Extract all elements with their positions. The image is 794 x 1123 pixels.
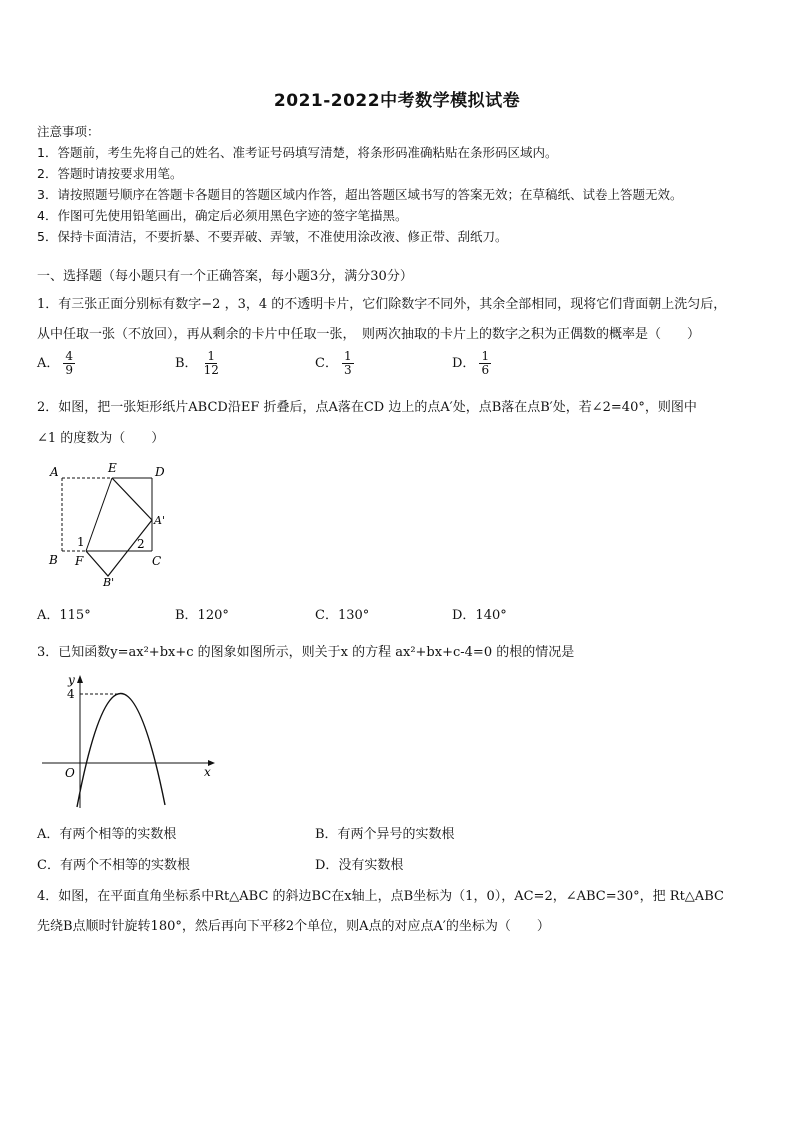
folded-flap (86, 478, 152, 576)
q2-option-c[interactable]: C．130° (315, 608, 370, 623)
y-axis-label: y (68, 673, 75, 687)
denominator: 9 (65, 363, 74, 377)
q1-option-b[interactable] (175, 350, 221, 377)
fraction (342, 350, 354, 377)
numerator: 1 (481, 349, 490, 363)
fraction (202, 350, 221, 377)
label-B-prime: B' (103, 576, 115, 588)
denominator: 12 (203, 363, 219, 377)
q4-stem-line2: 先绕B点顺时针旋转180°，然后再向下平移2个单位，则A点的对应点A′的坐标为（ ） (37, 919, 550, 934)
max-value-label: 4 (67, 687, 75, 701)
q2-option-d[interactable]: D．140° (452, 608, 507, 623)
q3-option-b[interactable]: B．有两个异号的实数根 (315, 827, 455, 842)
denominator: 6 (481, 363, 490, 377)
q2-stem-line1: 2．如图，把一张矩形纸片ABCD沿EF 折叠后，点A落在CD 边上的点A′处，点B落在点B′处，若∠2=40°，则图中 (37, 400, 697, 415)
q3-option-d[interactable]: D．没有实数根 (315, 858, 404, 873)
label-A-prime: A' (154, 514, 165, 527)
q1-option-c[interactable] (315, 350, 354, 377)
notice-item-4: 4．作图可先使用铅笔画出，确定后必须用黑色字迹的签字笔描黑。 (37, 208, 408, 223)
section-heading: 一、选择题（每小题只有一个正确答案，每小题3分，满分30分） (37, 269, 413, 284)
fraction (479, 350, 491, 377)
q4-stem-line1: 4．如图，在平面直角坐标系中Rt△ABC 的斜边BC在x轴上，点B坐标为（1，0），AC=2，∠ABC=30°，把 Rt△ABC (37, 889, 724, 904)
page-title: 2021-2022中考数学模拟试卷 (273, 91, 521, 111)
q3-option-a[interactable]: A．有两个相等的实数根 (37, 827, 177, 842)
q2-stem-line2: ∠1 的度数为（ ） (37, 431, 165, 446)
notice-item-5: 5．保持卡面清洁，不要折暴、不要弄破、弄皱，不准使用涂改液、修正带、刮纸刀。 (37, 229, 508, 244)
numerator: 1 (343, 349, 352, 363)
notice-item-3: 3．请按照题号顺序在答题卡各题目的答题区域内作答，超出答题区域书写的答案无效；在草稿纸、试卷上答题无效。 (37, 187, 683, 202)
option-label: A． (37, 356, 60, 371)
notice-item-2: 2．答题时请按要求用笔。 (37, 166, 183, 181)
option-label: C． (315, 356, 338, 371)
q1-stem-line1: 1．有三张正面分别标有数字−2 ，3，4 的不透明卡片，它们除数字不同外，其余全部相同，现将它们背面朝上洗匀后， (37, 297, 727, 312)
q3-option-c[interactable]: C．有两个不相等的实数根 (37, 858, 190, 873)
denominator: 3 (343, 363, 352, 377)
q2-option-a[interactable]: A．115° (37, 608, 91, 623)
numerator: 1 (207, 349, 216, 363)
label-B: B (49, 553, 58, 567)
label-C: C (152, 554, 162, 568)
parabola-curve (77, 693, 165, 807)
label-E: E (108, 461, 117, 475)
origin-label: O (65, 766, 75, 780)
q2-fold-figure (40, 458, 180, 588)
label-F: F (75, 554, 84, 568)
y-axis-arrow (77, 675, 83, 683)
option-label: B． (175, 356, 198, 371)
q1-option-a[interactable] (37, 350, 75, 377)
label-D: D (155, 465, 165, 479)
q2-option-b[interactable]: B．120° (175, 608, 229, 623)
numerator: 4 (65, 349, 74, 363)
notice-item-1: 1．答题前，考生先将自己的姓名、准考证号码填写清楚，将条形码准确粘贴在条形码区域内。 (37, 145, 558, 160)
angle-2-label: 2 (137, 537, 145, 551)
label-A: A (50, 465, 59, 479)
q3-parabola-figure (38, 672, 223, 812)
q1-stem-line2: 从中任取一张（不放回），再从剩余的卡片中任取一张， 则两次抽取的卡片上的数字之积为正偶数的概率是（ ） (37, 327, 701, 342)
fraction (63, 350, 75, 377)
notice-heading: 注意事项： (37, 124, 100, 139)
option-label: D． (452, 356, 476, 371)
q1-option-d[interactable] (452, 350, 491, 377)
x-axis-label: x (204, 765, 211, 779)
fold-line-ef (86, 478, 112, 551)
angle-1-label: 1 (77, 535, 85, 549)
q3-stem: 3．已知函数y=ax²+bx+c 的图象如图所示，则关于x 的方程 ax²+bx+c-4=0 的根的情况是 (37, 645, 575, 660)
